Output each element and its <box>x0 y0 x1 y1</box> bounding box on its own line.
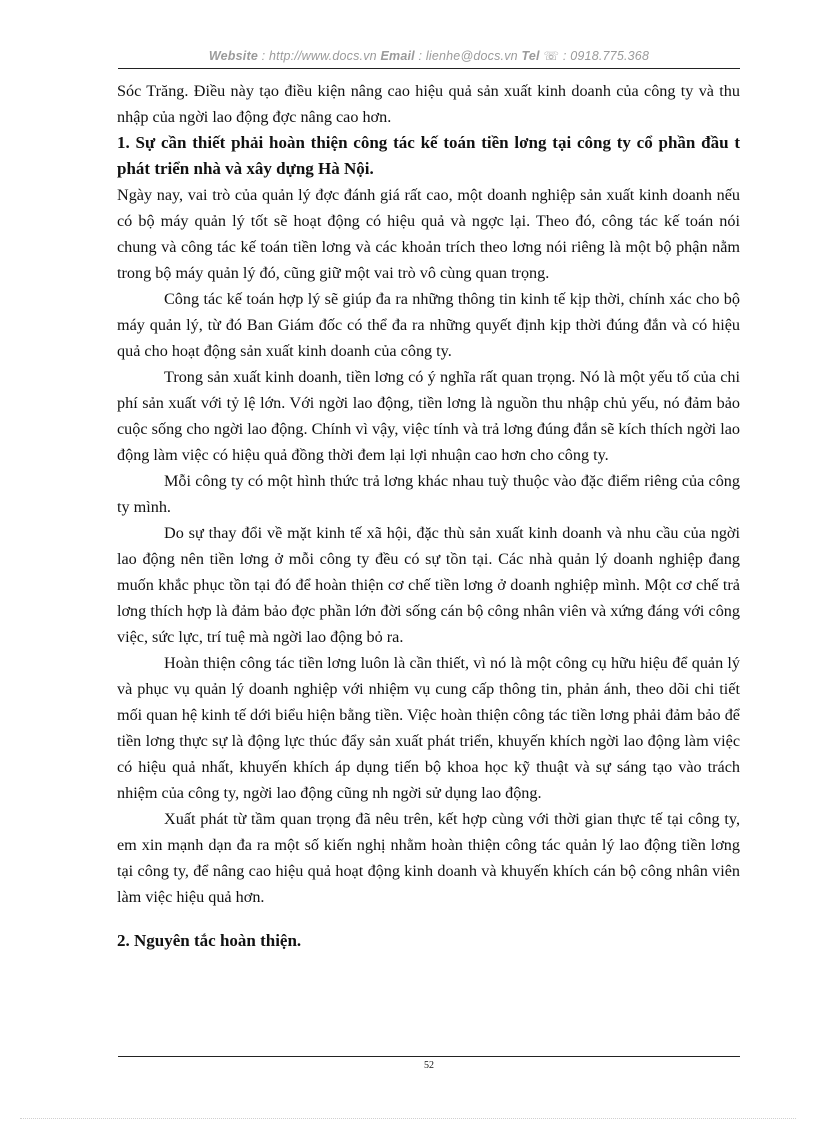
paragraph-1: Ngày nay, vai trò của quản lý đợc đánh giá rất cao, một doanh nghiệp sản xuất kinh doanh nếu có bộ máy quản lý tốt sẽ hoạt động có hiệu quả và ngợc lại. Theo đó, công tác kế toán nói chung và công tác kế toán tiền lơng và các khoản trích theo lơng nói riêng là một bộ phận nằm trong bộ máy quản lý đó, cũng giữ một vai trò vô cùng quan trọng. <box>117 186 740 282</box>
email-label: Email <box>380 49 415 63</box>
page-edge-divider <box>20 1118 796 1119</box>
document-body <box>117 78 740 954</box>
paragraph-5: Do sự thay đổi về mặt kinh tế xã hội, đặc thù sản xuất kinh doanh và nhu cầu của ngời lao động nên tiền lơng ở mỗi công ty đều có sự tồn tại. Các nhà quản lý doanh nghiệp đang muốn khắc phục tồn tại đó để hoàn thiện cơ chế tiền lơng ở doanh nghiệp mình. Một cơ chế trả lơng thích hợp là đảm bảo đợc phần lớn đời sống cán bộ công nhân viên và xứng đáng với công việc, sức lực, trí tuệ mà ngời lao động bỏ ra. <box>117 524 740 646</box>
section-heading-2: 2. Nguyên tắc hoàn thiện. <box>117 931 302 950</box>
tel-label: Tel <box>521 49 540 63</box>
paragraph-7: Xuất phát từ tầm quan trọng đã nêu trên, kết hợp cùng với thời gian thực tế tại công ty, em xin mạnh dạn đa ra một số kiến nghị nhằm hoàn thiện công tác quản lý lao động tiền lơng tại công ty, để nâng cao hiệu quả hoạt động kinh doanh và khuyến khích cán bộ công nhân viên làm việc hiệu quả hơn. <box>117 810 740 906</box>
paragraph-3: Trong sản xuất kinh doanh, tiền lơng có ý nghĩa rất quan trọng. Nó là một yếu tố của chi phí sản xuất với tỷ lệ lớn. Với ngời lao động, tiền lơng là nguồn thu nhập chủ yếu, nó đảm bảo cuộc sống cho ngời lao động. Chính vì vậy, việc tính và trả lơng đúng đắn sẽ kích thích ngời lao động làm việc có hiệu quả đồng thời đem lại lợi nhuận cao hơn cho công ty. <box>117 368 740 464</box>
phone-icon: ☏ <box>543 49 560 63</box>
page-footer <box>118 1056 740 1071</box>
paragraph-2: Công tác kế toán hợp lý sẽ giúp đa ra những thông tin kinh tế kịp thời, chính xác cho bộ máy quản lý, từ đó Ban Giám đốc có thể đa ra những quyết định kịp thời đúng đắn và có hiệu quả cho hoạt động sản xuất kinh doanh của công ty. <box>117 290 740 360</box>
section-spacer <box>117 910 740 928</box>
email-value[interactable]: : lienhe@docs.vn <box>414 49 522 63</box>
website-label: Website <box>208 49 258 63</box>
website-value[interactable]: : http://www.docs.vn <box>257 49 381 63</box>
paragraph-4: Mỗi công ty có một hình thức trả lơng khác nhau tuỳ thuộc vào đặc điểm riêng của công ty mình. <box>117 472 740 516</box>
paragraph-intro: Sóc Trăng. Điều này tạo điều kiện nâng cao hiệu quả sản xuất kinh doanh của công ty và thu nhập của ngời lao động đợc nâng cao hơn. <box>117 82 740 126</box>
page-number: 52 <box>424 1060 434 1071</box>
section-heading-1: 1. Sự cần thiết phải hoàn thiện công tác kế toán tiền lơng tại công ty cổ phần đầu t phát triển nhà và xây dựng Hà Nội. <box>117 133 740 178</box>
page-header <box>118 34 740 69</box>
tel-value: : 0918.775.368 <box>559 49 650 63</box>
paragraph-6: Hoàn thiện công tác tiền lơng luôn là cần thiết, vì nó là một công cụ hữu hiệu để quản lý và phục vụ quản lý doanh nghiệp với nhiệm vụ cung cấp thông tin, phản ánh, theo dõi chi tiết mối quan hệ kinh tế dới biểu hiện bằng tiền. Việc hoàn thiện công tác tiền lơng phải đảm bảo để tiền lơng thực sự là động lực thúc đẩy sản xuất phát triển, khuyến khích ngời lao động làm việc có hiệu quả nhất, khuyến khích áp dụng tiến bộ khoa học kỹ thuật và sự sáng tạo vào trách nhiệm của công ty, ngời lao động cũng nh ngời sử dụng lao động. <box>117 654 740 802</box>
